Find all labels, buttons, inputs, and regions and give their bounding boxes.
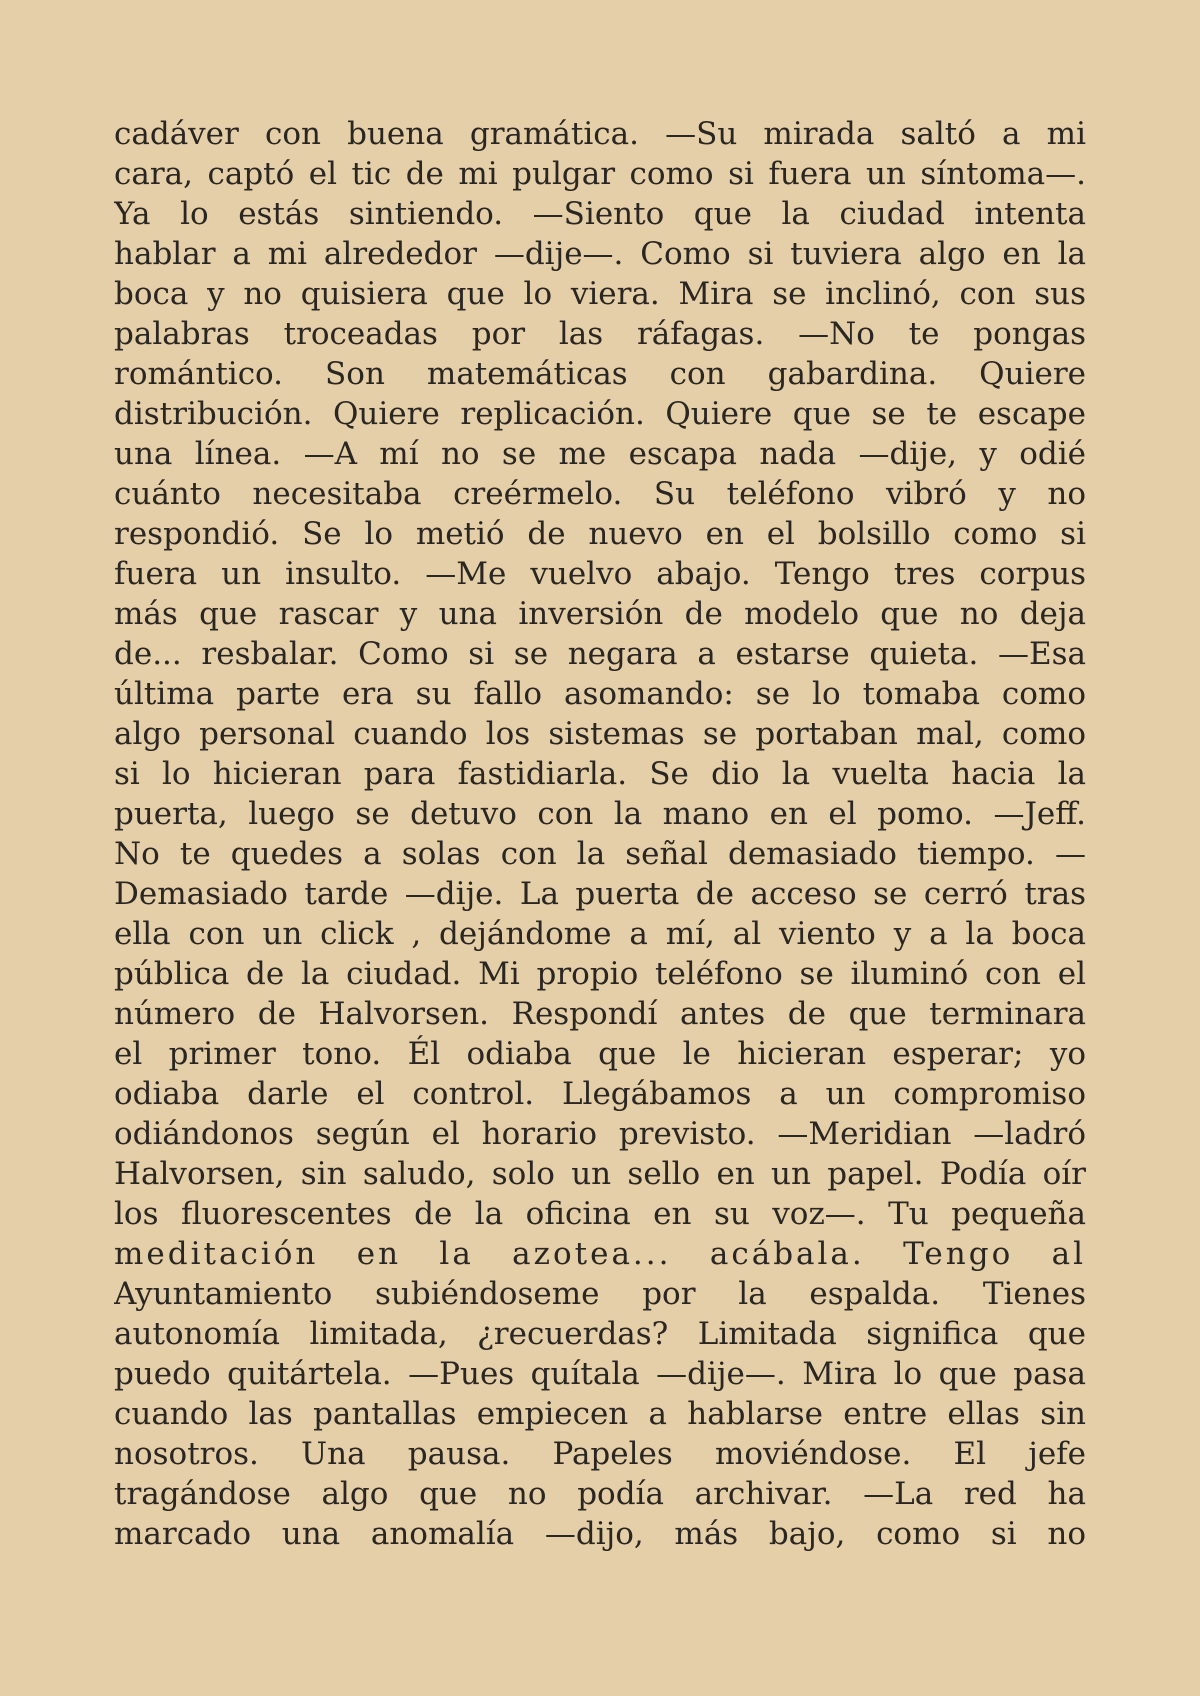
text-line: distribución. Quiere replicación. Quiere que se te escape [114, 396, 1086, 432]
text-line: cara, captó el tic de mi pulgar como si fuera un síntoma—. [114, 156, 1086, 192]
text-line: meditación en la azotea... acábala. Tengo al [114, 1236, 1086, 1272]
text-line: el primer tono. Él odiaba que le hicieran esperar; yo [114, 1036, 1086, 1072]
text-line: Halvorsen, sin saludo, solo un sello en un papel. Podía oír [114, 1156, 1086, 1192]
text-line: Ya lo estás sintiendo. —Siento que la ciudad intenta [114, 196, 1086, 232]
text-line: cuando las pantallas empiecen a hablarse entre ellas sin [114, 1396, 1086, 1432]
text-line: odiándonos según el horario previsto. —Meridian —ladró [114, 1116, 1086, 1152]
text-line: Demasiado tarde —dije. La puerta de acceso se cerró tras [114, 876, 1086, 912]
text-line: respondió. Se lo metió de nuevo en el bolsillo como si [114, 516, 1086, 552]
body-text [114, 114, 1086, 1554]
text-line: pública de la ciudad. Mi propio teléfono se iluminó con el [114, 956, 1086, 992]
text-line: más que rascar y una inversión de modelo que no deja [114, 596, 1086, 632]
text-line: una línea. —A mí no se me escapa nada —dije, y odié [114, 436, 1086, 472]
text-line: ella con un click , dejándome a mí, al viento y a la boca [114, 916, 1086, 952]
text-line: número de Halvorsen. Respondí antes de que terminara [114, 996, 1086, 1032]
text-line: puerta, luego se detuvo con la mano en el pomo. —Jeff. [114, 796, 1086, 832]
text-line: cuánto necesitaba creérmelo. Su teléfono vibró y no [114, 476, 1086, 512]
text-line: fuera un insulto. —Me vuelvo abajo. Tengo tres corpus [114, 556, 1086, 592]
text-line: palabras troceadas por las ráfagas. —No te pongas [114, 316, 1086, 352]
text-line: autonomía limitada, ¿recuerdas? Limitada significa que [114, 1316, 1086, 1352]
text-line: los fluorescentes de la oficina en su voz—. Tu pequeña [114, 1196, 1086, 1232]
text-line: marcado una anomalía —dijo, más bajo, como si no [114, 1516, 1086, 1552]
text-line: si lo hicieran para fastidiarla. Se dio la vuelta hacia la [114, 756, 1086, 792]
text-line: puedo quitártela. —Pues quítala —dije—. Mira lo que pasa [114, 1356, 1086, 1392]
text-line: Ayuntamiento subiéndoseme por la espalda. Tienes [114, 1276, 1086, 1312]
text-line: tragándose algo que no podía archivar. —La red ha [114, 1476, 1086, 1512]
text-line: hablar a mi alrededor —dije—. Como si tuviera algo en la [114, 236, 1086, 272]
text-line: romántico. Son matemáticas con gabardina. Quiere [114, 356, 1086, 392]
text-line: de... resbalar. Como si se negara a estarse quieta. —Esa [114, 636, 1086, 672]
text-line: odiaba darle el control. Llegábamos a un compromiso [114, 1076, 1086, 1112]
text-line: algo personal cuando los sistemas se portaban mal, como [114, 716, 1086, 752]
text-line: cadáver con buena gramática. —Su mirada saltó a mi [114, 116, 1086, 152]
text-line: nosotros. Una pausa. Papeles moviéndose. El jefe [114, 1436, 1086, 1472]
text-line: última parte era su fallo asomando: se lo tomaba como [114, 676, 1086, 712]
text-line: No te quedes a solas con la señal demasiado tiempo. — [114, 836, 1086, 872]
text-line: boca y no quisiera que lo viera. Mira se inclinó, con sus [114, 276, 1086, 312]
